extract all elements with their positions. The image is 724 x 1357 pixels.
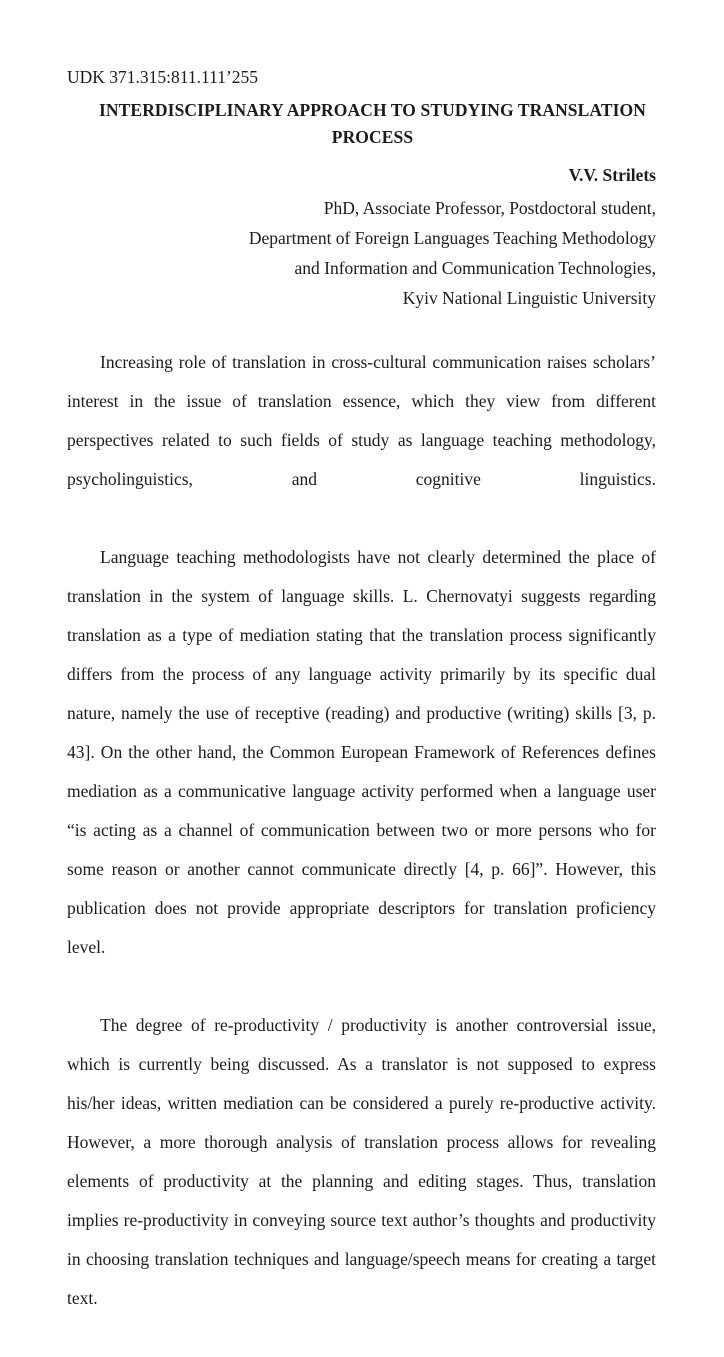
- affiliation-line: PhD, Associate Professor, Postdoctoral student,: [323, 198, 656, 218]
- author-name: V.V. Strilets: [568, 165, 656, 185]
- article-body: [67, 343, 656, 1357]
- affiliation-line: and Information and Communication Technologies,: [294, 258, 656, 278]
- author-affiliation: [67, 193, 656, 313]
- body-paragraph: The degree of re-productivity / productivity is another controversial issue, which is currently being discussed. As a translator is not supposed to express his/her ideas, written mediation can be considered a purely re-productive activity. However, a more thorough analysis of translation process allows for revealing elements of productivity at the planning and editing stages. Thus, translation implies re-productivity in conveying source text author’s thoughts and productivity in choosing translation techniques and language/speech means for creating a target text.: [67, 1015, 656, 1308]
- affiliation-line: Kyiv National Linguistic University: [402, 288, 656, 308]
- udk-classification-code: UDK 371.315:811.111’255: [67, 67, 259, 87]
- affiliation-line: Department of Foreign Languages Teaching Methodology: [248, 228, 656, 248]
- document-content: [67, 64, 656, 1357]
- body-paragraph: Increasing role of translation in cross-cultural communication raises scholars’ interest in the issue of translation essence, which they view from different perspectives related to such fields of study as language teaching methodology, psycholinguistics, and cognitive linguistics.: [67, 352, 656, 489]
- article-title: INTERDISCIPLINARY APPROACH TO STUDYING TRANSLATION PROCESS: [99, 100, 646, 147]
- body-paragraph: Language teaching methodologists have not clearly determined the place of translation in the system of language skills. L. Chernovatyi suggests regarding translation as a type of mediation stating that the translation process significantly differs from the process of any language activity primarily by its specific dual nature, namely the use of receptive (reading) and productive (writing) skills [3, p. 43]. On the other hand, the Common European Framework of References defines mediation as a communicative language activity performed when a language user “is acting as a channel of communication between two or more persons who for some reason or another cannot communicate directly [4, p. 66]”. However, this publication does not provide appropriate descriptors for translation proficiency level.: [67, 547, 656, 957]
